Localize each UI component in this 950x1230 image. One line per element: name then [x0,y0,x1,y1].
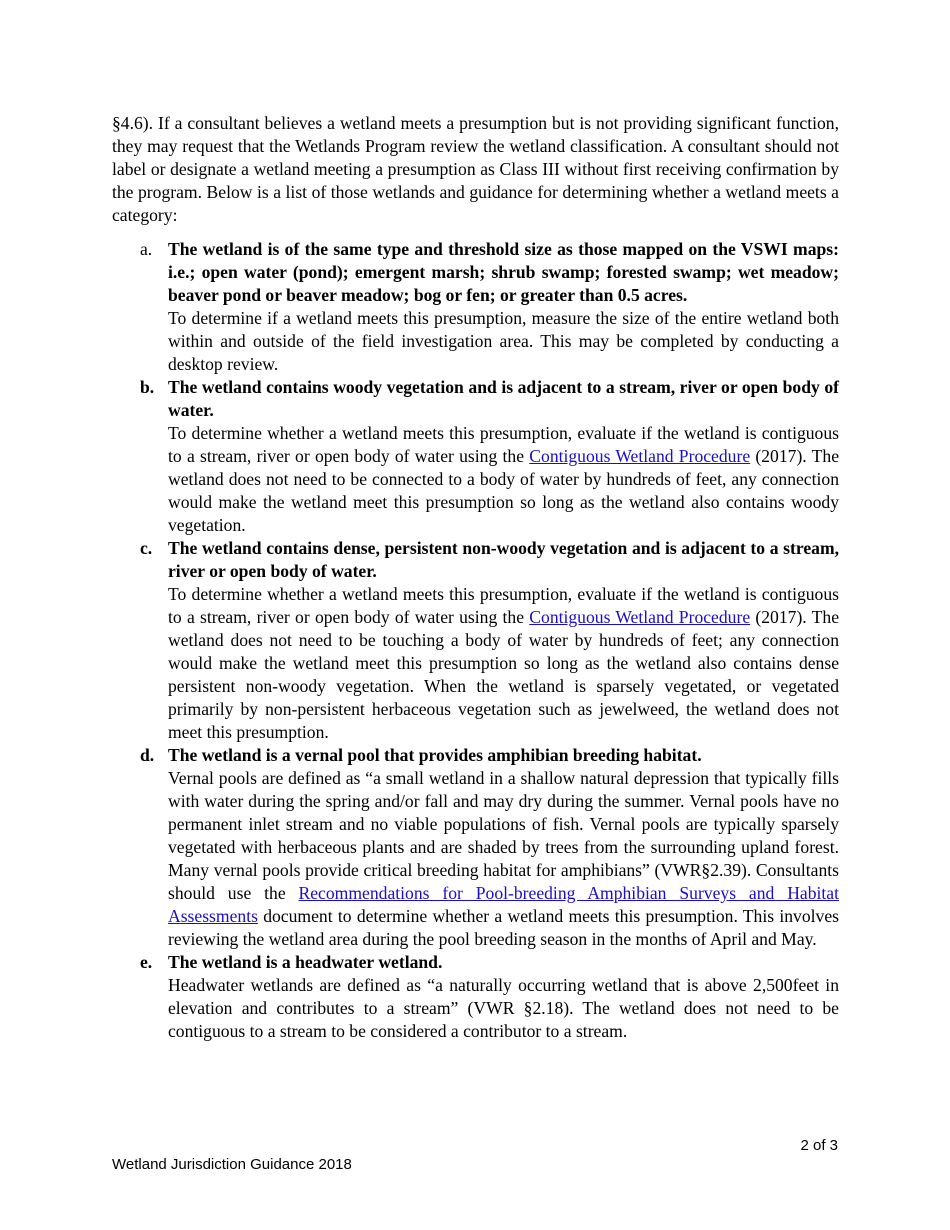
contiguous-wetland-procedure-link[interactable]: Contiguous Wetland Procedure [529,446,751,466]
list-marker-d: d. [140,745,155,765]
contiguous-wetland-procedure-link[interactable]: Contiguous Wetland Procedure [529,607,751,627]
item-d-body-text-1: Vernal pools are defined as “a small wetland in a shallow natural depression that typically fills with water during the spring and/or fall and may dry during the summer. Vernal pools have no permanent inlet stream and no viable populations of fish. Vernal pools are typically sparsely vegetated with herbaceous plants and are shaded by trees from the surrounding upland forest. Many vernal pools provide critical breeding habitat for amphibians” (VWR§2.39). Consultants should use the [168,768,839,903]
footer-title: Wetland Jurisdiction Guidance 2018 [112,1156,352,1173]
item-d-heading: The wetland is a vernal pool that provides amphibian breeding habitat. [168,745,702,765]
page-number: 2 of 3 [800,1137,838,1154]
amphibian-surveys-recommendations-link[interactable]: Recommendations for Pool-breeding Amphibian Surveys and Habitat Assessments [168,883,839,926]
item-c-body-text-1: To determine whether a wetland meets this presumption, evaluate if the wetland is contiguous to a stream, river or open body of water using the [168,584,839,627]
presumption-list [112,238,839,1043]
list-item-c [112,537,839,744]
item-d-body-text-2: document to determine whether a wetland meets this presumption. This involves reviewing the wetland area during the pool breeding season in the months of April and May. [168,906,839,949]
item-a-body: To determine if a wetland meets this presumption, measure the size of the entire wetland both within and outside of the field investigation area. This may be completed by conducting a desktop review. [168,308,839,374]
list-item-d [112,744,839,951]
item-b-body [168,422,839,537]
list-marker-b: b. [140,377,155,397]
item-b-body-text-1: To determine whether a wetland meets this presumption, evaluate if the wetland is contiguous to a stream, river or open body of water using the [168,423,839,466]
item-c-body-text-2: (2017). The wetland does not need to be touching a body of water by hundreds of feet; any connection would make the wetland meet this presumption so long as the wetland also contains dense persistent non-woody vegetation. When the wetland is sparsely vegetated, or vegetated primarily by non-persistent herbaceous vegetation such as jewelweed, the wetland does not meet this presumption. [168,607,840,742]
item-e-heading: The wetland is a headwater wetland. [168,952,443,972]
item-e-body: Headwater wetlands are defined as “a naturally occurring wetland that is above 2,500feet in elevation and contributes to a stream” (VWR §2.18). The wetland does not need to be contiguous to a stream to be considered a contributor to a stream. [168,975,839,1041]
intro-paragraph: §4.6). If a consultant believes a wetland meets a presumption but is not providing significant function, they may request that the Wetlands Program review the wetland classification. A consultant should not label or designate a wetland meeting a presumption as Class III without first receiving confirmation by the program. Below is a list of those wetlands and guidance for determining whether a wetland meets a category: [112,113,839,225]
item-b-heading: The wetland contains woody vegetation and is adjacent to a stream, river or open body of water. [168,377,839,420]
list-marker-a: a. [140,239,153,259]
page-content [112,112,839,1043]
item-d-body [168,767,839,951]
item-a-heading: The wetland is of the same type and threshold size as those mapped on the VSWI maps: i.e.; open water (pond); emergent marsh; shrub swamp; forested swamp; wet meadow; beaver pond or beaver meadow; bog or fen; or greater than 0.5 acres. [168,239,839,305]
item-c-body [168,583,839,744]
list-marker-e: e. [140,952,153,972]
list-item-e [112,951,839,1043]
list-item-b [112,376,839,537]
list-marker-c: c. [140,538,153,558]
item-c-heading: The wetland contains dense, persistent non-woody vegetation and is adjacent to a stream, river or open body of water. [168,538,839,581]
list-item-a [112,238,839,376]
item-b-body-text-2: (2017). The wetland does not need to be connected to a body of water by hundreds of feet, any connection would make the wetland meet this presumption so long as the wetland also contains woody vegetation. [168,446,840,535]
